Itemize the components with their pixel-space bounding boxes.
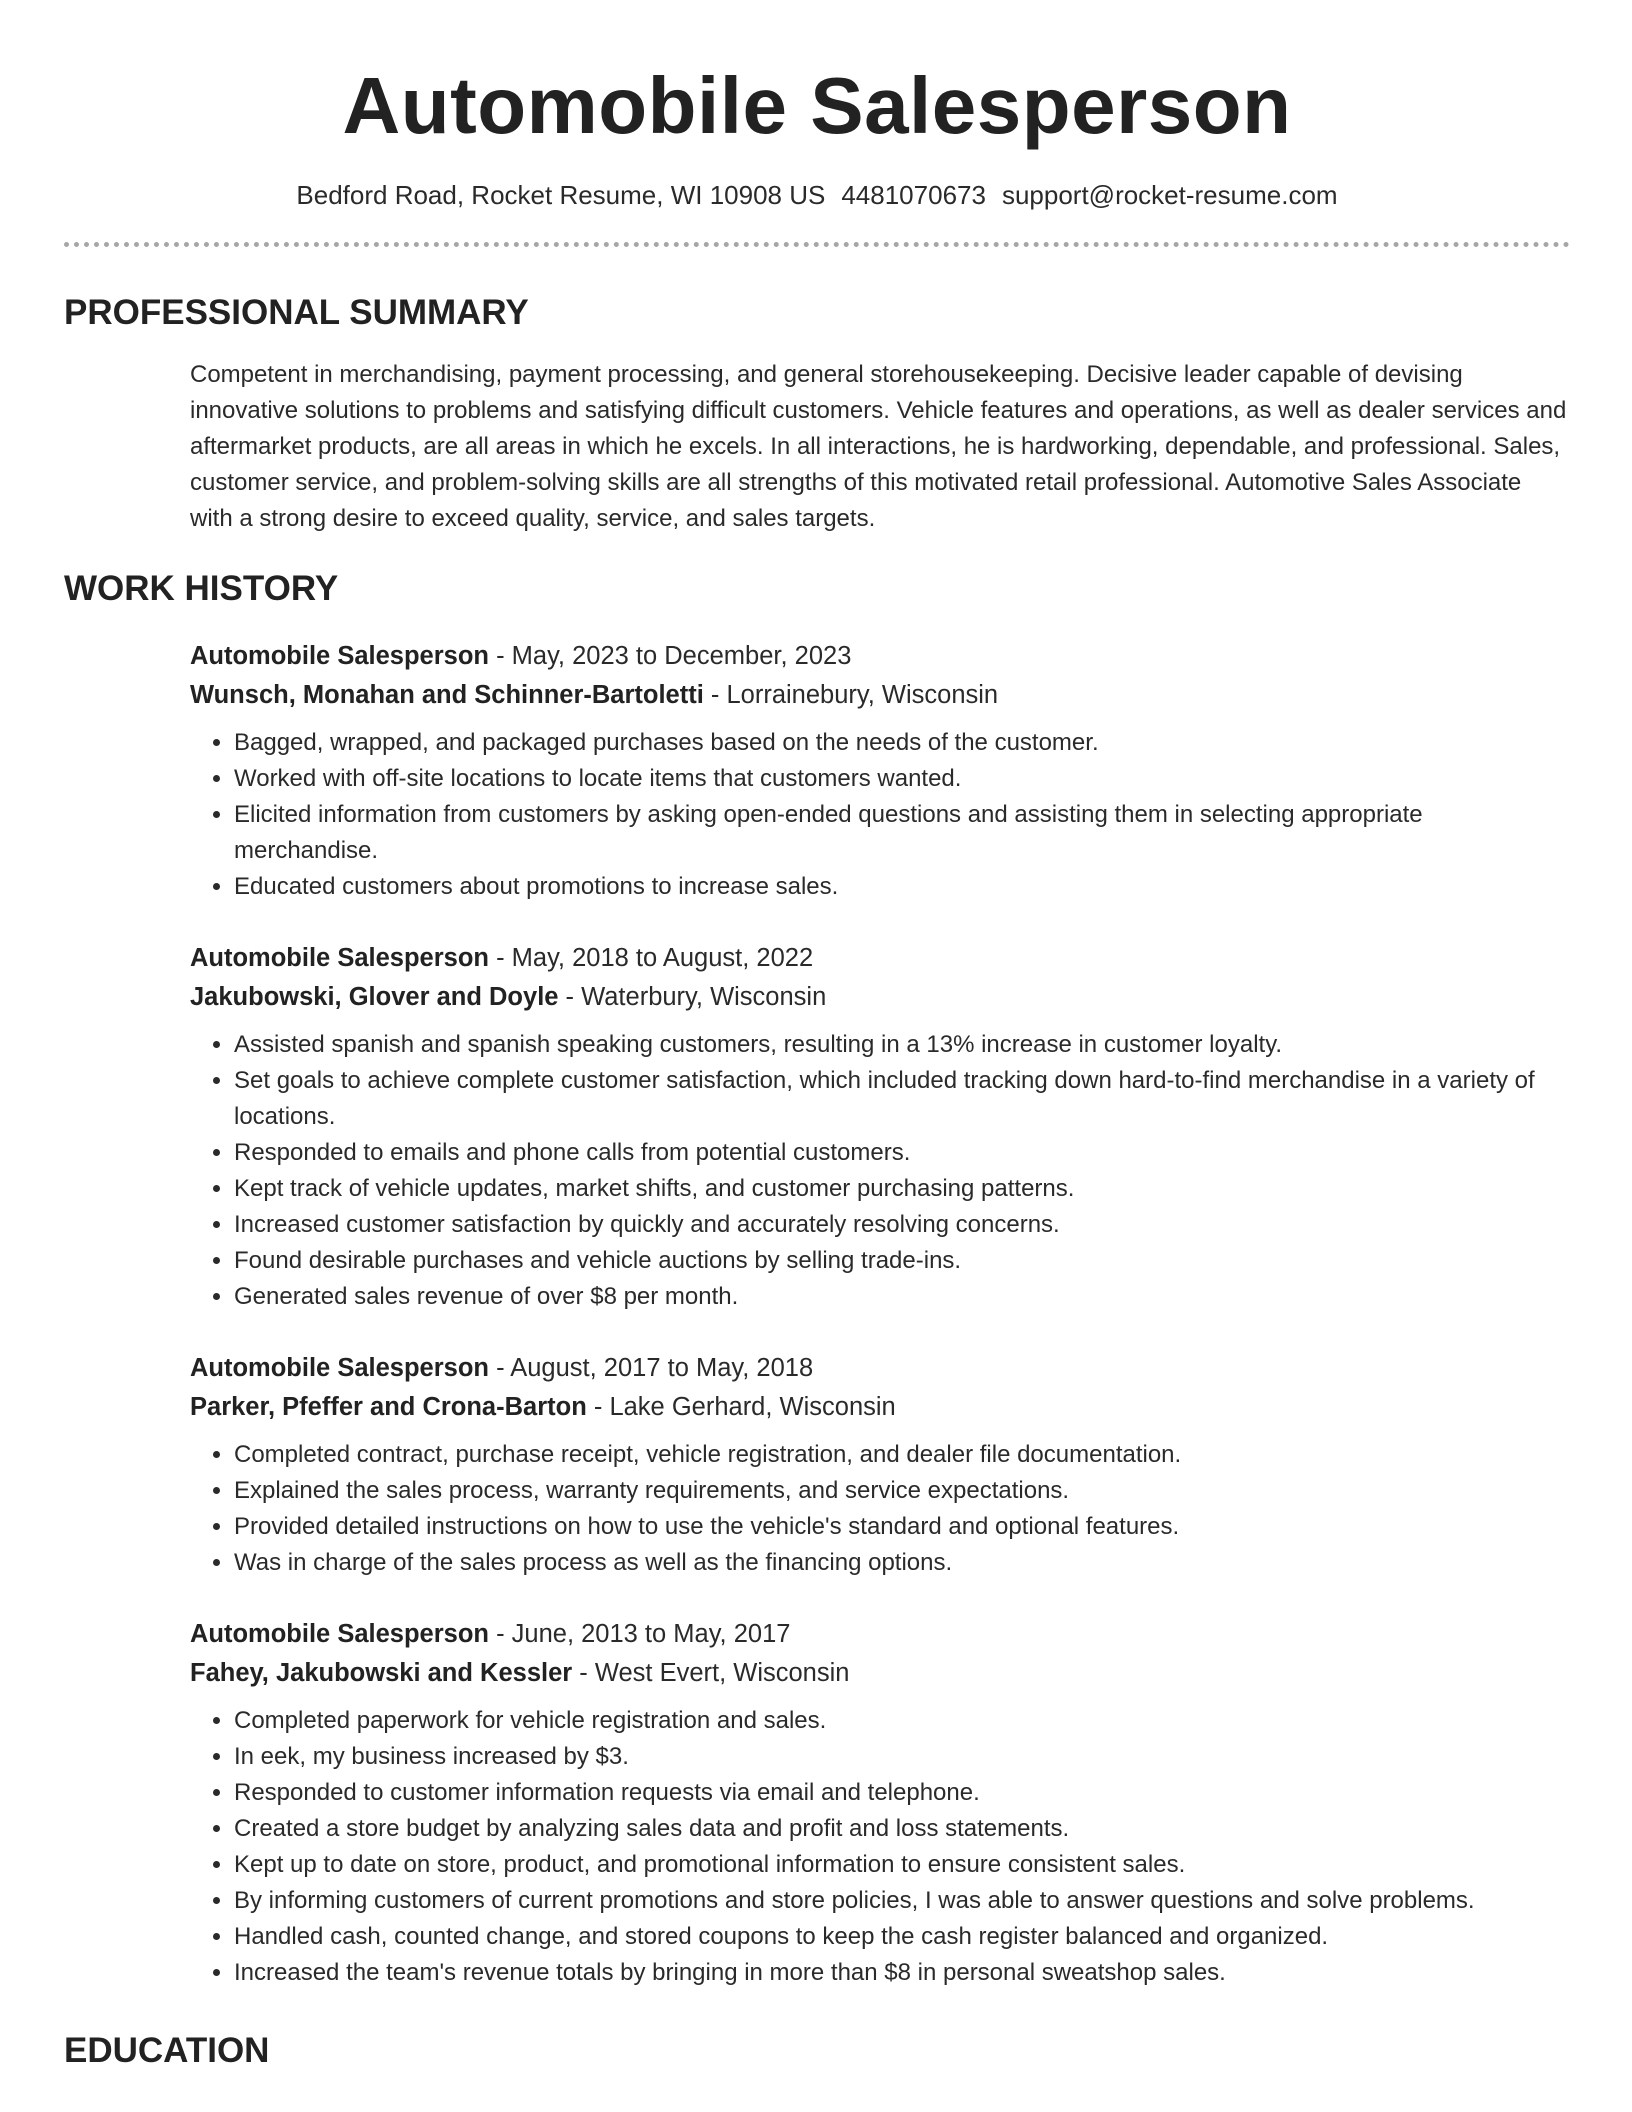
job-entry — [190, 637, 1570, 905]
job-bullet: • Worked with off-site locations to locate items that customers wanted. — [234, 761, 1570, 797]
job-bullet: • Generated sales revenue of over $8 per month. — [234, 1279, 1570, 1315]
job-bullets — [190, 1703, 1570, 1991]
contact-address: Bedford Road, Rocket Resume, WI 10908 US — [296, 180, 826, 210]
job-role: Automobile Salesperson — [190, 1620, 489, 1648]
job-location: - Lorrainebury, Wisconsin — [703, 681, 999, 709]
job-location: - West Evert, Wisconsin — [572, 1659, 850, 1687]
job-bullets — [190, 1437, 1570, 1581]
job-bullet: • Set goals to achieve complete customer satisfaction, which included tracking down hard-to-find merchandise in a variety of locations. — [234, 1063, 1570, 1135]
job-bullet: • Created a store budget by analyzing sales data and profit and loss statements. — [234, 1811, 1570, 1847]
job-bullet: • Found desirable purchases and vehicle auctions by selling trade-ins. — [234, 1243, 1570, 1279]
job-bullet: • Increased customer satisfaction by quickly and accurately resolving concerns. — [234, 1207, 1570, 1243]
job-role: Automobile Salesperson — [190, 1354, 489, 1382]
job-bullet: • Assisted spanish and spanish speaking customers, resulting in a 13% increase in customer loyalty. — [234, 1027, 1570, 1063]
resume-name: Automobile Salesperson — [342, 61, 1292, 150]
section-title-education: EDUCATION — [64, 2031, 270, 2070]
job-dates: - May, 2023 to December, 2023 — [488, 642, 852, 670]
job-location: - Waterbury, Wisconsin — [558, 983, 827, 1011]
job-entry — [190, 1615, 1570, 1991]
job-bullets — [190, 1027, 1570, 1315]
job-company-line — [190, 1388, 1570, 1427]
job-entry — [190, 1349, 1570, 1581]
job-bullet: • Kept up to date on store, product, and promotional information to ensure consistent sales. — [234, 1847, 1570, 1883]
job-bullet: • Completed paperwork for vehicle registration and sales. — [234, 1703, 1570, 1739]
section-title-summary: PROFESSIONAL SUMMARY — [64, 293, 529, 332]
job-role-line — [190, 1615, 1570, 1654]
contact-phone: 4481070673 — [841, 180, 986, 210]
job-dates: - May, 2018 to August, 2022 — [488, 944, 814, 972]
job-dates: - June, 2013 to May, 2017 — [488, 1620, 791, 1648]
job-bullet: • Handled cash, counted change, and stored coupons to keep the cash register balanced and organized. — [234, 1919, 1570, 1955]
job-role-line — [190, 1349, 1570, 1388]
job-company-line — [190, 978, 1570, 1017]
contact-email: support@rocket-resume.com — [1001, 180, 1338, 210]
job-bullet: • Elicited information from customers by asking open-ended questions and assisting them in selecting appropriate merchandise. — [234, 797, 1570, 869]
job-bullet: • Kept track of vehicle updates, market shifts, and customer purchasing patterns. — [234, 1171, 1570, 1207]
job-bullet: • Responded to emails and phone calls from potential customers. — [234, 1135, 1570, 1171]
resume-page — [64, 0, 1570, 2073]
job-bullet: • Increased the team's revenue totals by bringing in more than $8 in personal sweatshop sales. — [234, 1955, 1570, 1991]
job-company-line — [190, 676, 1570, 715]
job-company: Fahey, Jakubowski and Kessler — [190, 1659, 573, 1687]
job-bullet: • Explained the sales process, warranty requirements, and service expectations. — [234, 1473, 1570, 1509]
job-role: Automobile Salesperson — [190, 642, 489, 670]
job-bullets — [190, 725, 1570, 905]
job-bullet: • By informing customers of current promotions and store policies, I was able to answer questions and solve problems. — [234, 1883, 1570, 1919]
job-entry — [190, 939, 1570, 1315]
job-role-line — [190, 939, 1570, 978]
job-bullet: • In eek, my business increased by $3. — [234, 1739, 1570, 1775]
job-bullet: • Provided detailed instructions on how to use the vehicle's standard and optional features. — [234, 1509, 1570, 1545]
job-company-line — [190, 1654, 1570, 1693]
job-company: Wunsch, Monahan and Schinner-Bartoletti — [190, 681, 704, 709]
job-company: Jakubowski, Glover and Doyle — [190, 983, 559, 1011]
section-title-work-history: WORK HISTORY — [64, 569, 339, 608]
summary-text: Competent in merchandising, payment processing, and general storehousekeeping. Decisive leader capable of devising innovative solutions to problems and satisfying difficult customers. Vehicle features and operations, as well as dealer services and aftermarket products, are all areas in which he excels. In all interactions, he is hardworking, dependable, and professional. Sales, customer service, and problem-solving skills are all strengths of this motivated retail professional. Automotive Sales Associate with a strong desire to exceed quality, service, and sales targets. — [190, 361, 1567, 532]
contact-line — [64, 178, 1570, 212]
job-role-line — [190, 637, 1570, 676]
job-dates: - August, 2017 to May, 2018 — [488, 1354, 814, 1382]
job-bullet: • Completed contract, purchase receipt, vehicle registration, and dealer file documentation. — [234, 1437, 1570, 1473]
job-role: Automobile Salesperson — [190, 944, 489, 972]
job-bullet: • Was in charge of the sales process as well as the financing options. — [234, 1545, 1570, 1581]
job-bullet: • Responded to customer information requests via email and telephone. — [234, 1775, 1570, 1811]
job-company: Parker, Pfeffer and Crona-Barton — [190, 1393, 587, 1421]
job-location: - Lake Gerhard, Wisconsin — [586, 1393, 896, 1421]
job-bullet: • Educated customers about promotions to increase sales. — [234, 869, 1570, 905]
job-bullet: • Bagged, wrapped, and packaged purchases based on the needs of the customer. — [234, 725, 1570, 761]
header-divider — [64, 242, 1570, 247]
